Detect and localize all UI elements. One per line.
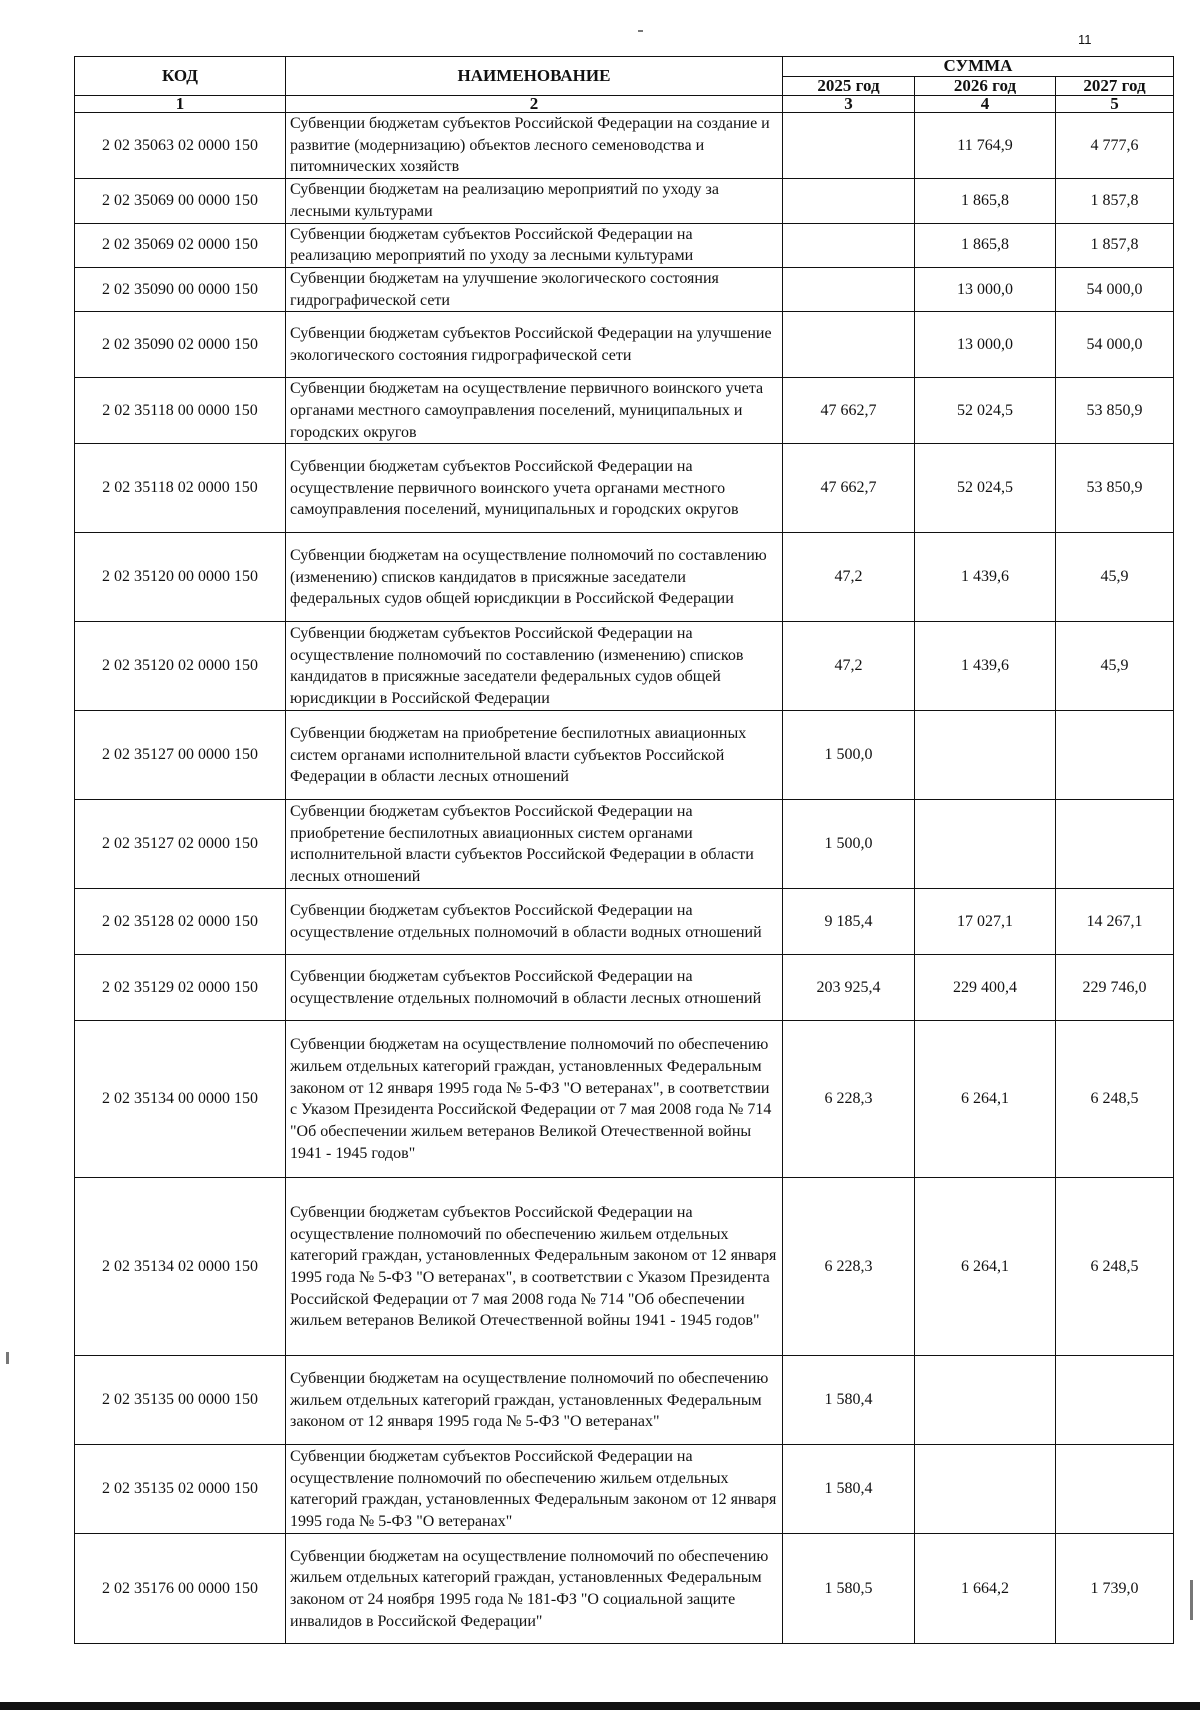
- name-cell: Субвенции бюджетам субъектов Российской Федерации на осуществление отдельных полномочий в области лесных отношений: [286, 955, 783, 1021]
- value-2027-cell: 53 850,9: [1056, 378, 1174, 444]
- table-row: [75, 378, 1174, 444]
- value-2027-cell: 45,9: [1056, 622, 1174, 711]
- value-2026-cell: 1 664,2: [915, 1534, 1056, 1644]
- value-2027-cell: 1 857,8: [1056, 223, 1174, 267]
- table-row: [75, 312, 1174, 378]
- column-number: 5: [1056, 96, 1174, 113]
- value-2026-cell: [915, 800, 1056, 889]
- code-cell: 2 02 35120 00 0000 150: [75, 533, 286, 622]
- name-cell: Субвенции бюджетам субъектов Российской Федерации на создание и развитие (модернизацию) объектов лесного семеноводства и питомнических хозяйств: [286, 113, 783, 179]
- value-2025-cell: 9 185,4: [783, 889, 915, 955]
- table-body: [75, 113, 1174, 1644]
- header-code: КОД: [75, 57, 286, 96]
- code-cell: 2 02 35135 00 0000 150: [75, 1356, 286, 1445]
- table-row: [75, 711, 1174, 800]
- table-row: [75, 113, 1174, 179]
- name-cell: Субвенции бюджетам на осуществление полномочий по обеспечению жильем отдельных категорий граждан, установленных Федеральным законом от 12 января 1995 года № 5-ФЗ "О ветеранах": [286, 1356, 783, 1445]
- value-2025-cell: 1 580,4: [783, 1356, 915, 1445]
- value-2025-cell: [783, 267, 915, 311]
- name-cell: Субвенции бюджетам на осуществление полномочий по обеспечению жильем отдельных категорий граждан, установленных Федеральным законом от 12 января 1995 года № 5-ФЗ "О ветеранах", в соответствии с Указом Президента Российской Федерации от 7 мая 2008 года № 714 "Об обеспечении жильем ветеранов Великой Отечественной войны 1941 - 1945 годов": [286, 1021, 783, 1178]
- value-2026-cell: 6 264,1: [915, 1021, 1056, 1178]
- scan-mark: [6, 1352, 9, 1364]
- scan-mark: [638, 30, 643, 32]
- value-2026-cell: [915, 1445, 1056, 1534]
- scan-mark: [1190, 1580, 1193, 1620]
- code-cell: 2 02 35134 02 0000 150: [75, 1178, 286, 1356]
- code-cell: 2 02 35118 00 0000 150: [75, 378, 286, 444]
- name-cell: Субвенции бюджетам субъектов Российской Федерации на осуществление первичного воинского учета органами местного самоуправления поселений, муниципальных и городских округов: [286, 444, 783, 533]
- table-row: [75, 622, 1174, 711]
- value-2027-cell: 14 267,1: [1056, 889, 1174, 955]
- column-number: 1: [75, 96, 286, 113]
- table-row: [75, 179, 1174, 223]
- value-2025-cell: [783, 179, 915, 223]
- code-cell: 2 02 35129 02 0000 150: [75, 955, 286, 1021]
- value-2025-cell: 1 580,5: [783, 1534, 915, 1644]
- value-2027-cell: 6 248,5: [1056, 1178, 1174, 1356]
- name-cell: Субвенции бюджетам субъектов Российской Федерации на приобретение беспилотных авиационных систем органами исполнительной власти субъектов Российской Федерации в области лесных отношений: [286, 800, 783, 889]
- value-2025-cell: 47,2: [783, 622, 915, 711]
- table-header: [75, 57, 1174, 113]
- header-sum: СУММА: [783, 57, 1174, 77]
- code-cell: 2 02 35176 00 0000 150: [75, 1534, 286, 1644]
- value-2026-cell: 229 400,4: [915, 955, 1056, 1021]
- value-2025-cell: 1 580,4: [783, 1445, 915, 1534]
- value-2027-cell: [1056, 1445, 1174, 1534]
- value-2027-cell: [1056, 1356, 1174, 1445]
- value-2026-cell: 13 000,0: [915, 267, 1056, 311]
- name-cell: Субвенции бюджетам субъектов Российской Федерации на осуществление отдельных полномочий в области водных отношений: [286, 889, 783, 955]
- name-cell: Субвенции бюджетам на осуществление полномочий по составлению (изменению) списков кандидатов в присяжные заседатели федеральных судов общей юрисдикции в Российской Федерации: [286, 533, 783, 622]
- table-row: [75, 1534, 1174, 1644]
- value-2026-cell: 13 000,0: [915, 312, 1056, 378]
- column-number: 3: [783, 96, 915, 113]
- value-2026-cell: 17 027,1: [915, 889, 1056, 955]
- value-2026-cell: 1 865,8: [915, 223, 1056, 267]
- column-number: 4: [915, 96, 1056, 113]
- name-cell: Субвенции бюджетам на осуществление полномочий по обеспечению жильем отдельных категорий граждан, установленных Федеральным законом от 24 ноября 1995 года № 181-ФЗ "О социальной защите инвалидов в Российской Федерации": [286, 1534, 783, 1644]
- value-2026-cell: [915, 711, 1056, 800]
- table-row: [75, 1178, 1174, 1356]
- table-row: [75, 800, 1174, 889]
- header-year-2025: 2025 год: [783, 76, 915, 96]
- value-2025-cell: 1 500,0: [783, 800, 915, 889]
- code-cell: 2 02 35127 00 0000 150: [75, 711, 286, 800]
- value-2026-cell: 52 024,5: [915, 378, 1056, 444]
- table-row: [75, 1021, 1174, 1178]
- value-2027-cell: 1 739,0: [1056, 1534, 1174, 1644]
- value-2025-cell: [783, 312, 915, 378]
- name-cell: Субвенции бюджетам субъектов Российской Федерации на реализацию мероприятий по уходу за лесными культурами: [286, 223, 783, 267]
- value-2027-cell: 229 746,0: [1056, 955, 1174, 1021]
- value-2025-cell: 203 925,4: [783, 955, 915, 1021]
- value-2025-cell: [783, 113, 915, 179]
- value-2027-cell: [1056, 800, 1174, 889]
- code-cell: 2 02 35128 02 0000 150: [75, 889, 286, 955]
- name-cell: Субвенции бюджетам на улучшение экологического состояния гидрографической сети: [286, 267, 783, 311]
- value-2027-cell: 53 850,9: [1056, 444, 1174, 533]
- value-2026-cell: 1 439,6: [915, 533, 1056, 622]
- value-2027-cell: 45,9: [1056, 533, 1174, 622]
- table-row: [75, 267, 1174, 311]
- value-2025-cell: 6 228,3: [783, 1021, 915, 1178]
- header-name: НАИМЕНОВАНИЕ: [286, 57, 783, 96]
- value-2026-cell: 11 764,9: [915, 113, 1056, 179]
- column-number: 2: [286, 96, 783, 113]
- value-2025-cell: 47,2: [783, 533, 915, 622]
- code-cell: 2 02 35090 02 0000 150: [75, 312, 286, 378]
- name-cell: Субвенции бюджетам на приобретение беспилотных авиационных систем органами исполнительной власти субъектов Российской Федерации в области лесных отношений: [286, 711, 783, 800]
- value-2025-cell: 47 662,7: [783, 444, 915, 533]
- value-2025-cell: 6 228,3: [783, 1178, 915, 1356]
- value-2026-cell: 52 024,5: [915, 444, 1056, 533]
- code-cell: 2 02 35118 02 0000 150: [75, 444, 286, 533]
- value-2025-cell: 1 500,0: [783, 711, 915, 800]
- name-cell: Субвенции бюджетам субъектов Российской Федерации на осуществление полномочий по обеспечению жильем отдельных категорий граждан, установленных Федеральным законом от 12 января 1995 года № 5-ФЗ "О ветеранах": [286, 1445, 783, 1534]
- name-cell: Субвенции бюджетам субъектов Российской Федерации на осуществление полномочий по составлению (изменению) списков кандидатов в присяжные заседатели федеральных судов общей юрисдикции в Российской Федерации: [286, 622, 783, 711]
- table-row: [75, 955, 1174, 1021]
- page-number: 11: [1078, 32, 1092, 47]
- code-cell: 2 02 35063 02 0000 150: [75, 113, 286, 179]
- value-2027-cell: [1056, 711, 1174, 800]
- name-cell: Субвенции бюджетам субъектов Российской Федерации на улучшение экологического состояния гидрографической сети: [286, 312, 783, 378]
- value-2027-cell: 4 777,6: [1056, 113, 1174, 179]
- table-row: [75, 889, 1174, 955]
- name-cell: Субвенции бюджетам на осуществление первичного воинского учета органами местного самоуправления поселений, муниципальных и городских округов: [286, 378, 783, 444]
- code-cell: 2 02 35134 00 0000 150: [75, 1021, 286, 1178]
- value-2027-cell: 54 000,0: [1056, 267, 1174, 311]
- table-row: [75, 223, 1174, 267]
- value-2026-cell: 6 264,1: [915, 1178, 1056, 1356]
- value-2027-cell: 1 857,8: [1056, 179, 1174, 223]
- code-cell: 2 02 35135 02 0000 150: [75, 1445, 286, 1534]
- table-row: [75, 1356, 1174, 1445]
- table-row: [75, 533, 1174, 622]
- code-cell: 2 02 35069 00 0000 150: [75, 179, 286, 223]
- value-2027-cell: 54 000,0: [1056, 312, 1174, 378]
- header-year-2026: 2026 год: [915, 76, 1056, 96]
- value-2027-cell: 6 248,5: [1056, 1021, 1174, 1178]
- value-2026-cell: 1 439,6: [915, 622, 1056, 711]
- table-row: [75, 1445, 1174, 1534]
- name-cell: Субвенции бюджетам субъектов Российской Федерации на осуществление полномочий по обеспечению жильем отдельных категорий граждан, установленных Федеральным законом от 12 января 1995 года № 5-ФЗ "О ветеранах", в соответствии с Указом Президента Российской Федерации от 7 мая 2008 года № 714 "Об обеспечении жильем ветеранов Великой Отечественной войны 1941 - 1945 годов": [286, 1178, 783, 1356]
- code-cell: 2 02 35120 02 0000 150: [75, 622, 286, 711]
- value-2026-cell: [915, 1356, 1056, 1445]
- value-2026-cell: 1 865,8: [915, 179, 1056, 223]
- budget-table: [74, 56, 1174, 1644]
- table-row: [75, 444, 1174, 533]
- name-cell: Субвенции бюджетам на реализацию мероприятий по уходу за лесными культурами: [286, 179, 783, 223]
- code-cell: 2 02 35090 00 0000 150: [75, 267, 286, 311]
- code-cell: 2 02 35127 02 0000 150: [75, 800, 286, 889]
- scan-edge-line: [0, 1702, 1200, 1710]
- code-cell: 2 02 35069 02 0000 150: [75, 223, 286, 267]
- header-year-2027: 2027 год: [1056, 76, 1174, 96]
- value-2025-cell: 47 662,7: [783, 378, 915, 444]
- value-2025-cell: [783, 223, 915, 267]
